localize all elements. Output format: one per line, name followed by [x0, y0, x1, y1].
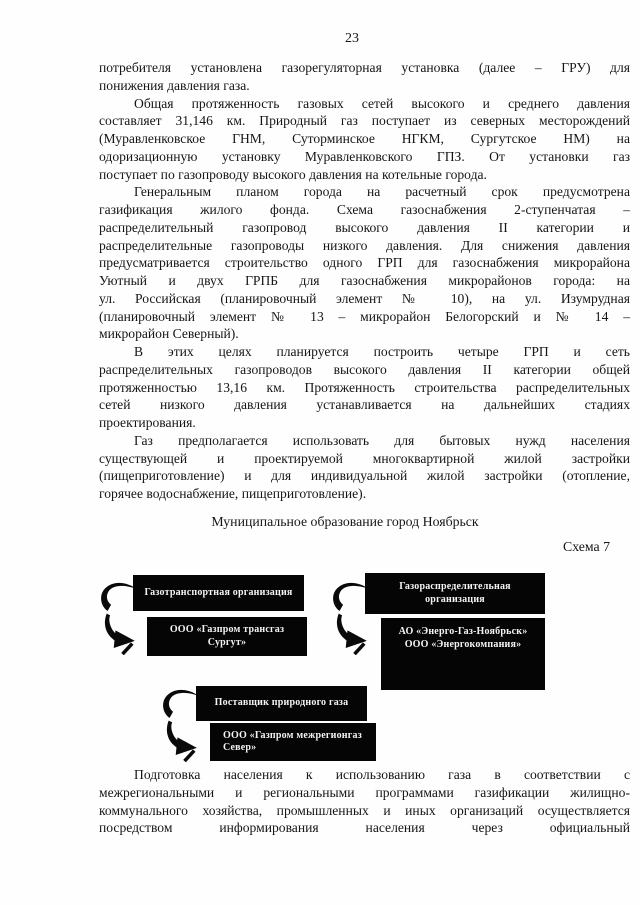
- company-name-line: ООО «Газпром трансгаз: [169, 624, 285, 635]
- company-name-line: ООО «Газпром межрегионгаз: [223, 729, 362, 741]
- body-line: проектирования.: [99, 415, 196, 430]
- body-line: горячее водоснабжение, пищеприготовление).: [99, 486, 367, 501]
- body-line: (планировочный элемент № 13 – микрорайон Белогорский и № 14 –: [99, 308, 630, 324]
- body-line: газификация жилого фонда. Схема газоснабжения 2-ступенчатая –: [99, 202, 630, 217]
- page-number: 23: [345, 31, 359, 46]
- body-line: коммунального хозяйства, промышленных и иных организаций осуществляется: [99, 802, 630, 818]
- org-role-label: Поставщик природного газа: [214, 697, 349, 709]
- body-line: распределительные газопроводы низкого давления. Для снижения давления: [99, 237, 630, 253]
- company-name-line: Север»: [223, 742, 257, 753]
- body-line: распределительный газопровод высокого давления II категории и: [99, 219, 630, 235]
- org-company-box-gas-supplier: [211, 724, 375, 760]
- body-line: Общая протяженность газовых сетей высокого и среднего давления: [134, 95, 630, 111]
- body-line: Подготовка населения к использованию газа в соответствии с: [134, 767, 630, 782]
- body-line: Газ предполагается использовать для бытовых нужд населения: [134, 432, 630, 448]
- company-name-line: АО «Энерго-Газ-Ноябрьск»: [398, 626, 528, 637]
- org-company-box-gas-transport: [148, 618, 306, 655]
- section-heading: Муниципальное образование город Ноябрьск: [211, 514, 479, 529]
- body-line: (Муравленковское ГНМ, Суторминское НГКМ, Сургутское НМ) на: [99, 131, 630, 146]
- body-line: межрегиональными и региональными программами газификации жилищно-: [99, 784, 630, 800]
- body-line: потребителя установлена газорегуляторная установка (далее – ГРУ) для: [99, 60, 630, 75]
- company-name-line: ООО «Энергокомпания»: [404, 638, 522, 650]
- body-line: составляет 31,146 км. Природный газ поступает из северных месторождений: [99, 113, 630, 129]
- body-line: (пищеприготовление) и для индивидуальной жилой застройки (отопление,: [99, 468, 630, 484]
- body-line: сетей низкого давления устанавливается на дальнейших стадиях: [99, 397, 630, 413]
- company-name-line: Сургут»: [207, 636, 247, 648]
- body-line: поступает по газопроводу высокого давления на котельные города.: [99, 166, 487, 182]
- org-role-label: Газотранспортная организация: [144, 586, 293, 598]
- body-line: Генеральным планом города на расчетный срок предусмотрена: [134, 184, 630, 200]
- body-line: ул. Российская (планировочный элемент № 10), на ул. Изумрудная: [99, 290, 630, 306]
- cycle-arrow-icon: [99, 581, 139, 655]
- org-role-label-line: Газораспределительная: [399, 581, 511, 592]
- org-role-box-gas-distribution: [366, 574, 544, 613]
- org-company-box-gas-distribution: [382, 619, 544, 689]
- scheme-label: Схема 7: [563, 539, 610, 554]
- body-line: одоризационную установку Муравленковского ГПЗ. От установки газ: [99, 148, 630, 164]
- body-line: посредством информирования населения через официальный: [99, 820, 630, 836]
- body-line: понижения давления газа.: [99, 77, 250, 93]
- org-role-label-line: организация: [425, 593, 485, 605]
- body-line: протяженностью 13,16 км. Протяженность строительства распределительных: [99, 379, 630, 395]
- body-line: В этих целях планируется построить четыре ГРП и сеть: [134, 344, 630, 359]
- body-text: [99, 59, 630, 503]
- org-role-box-gas-transport: [134, 576, 303, 610]
- cycle-arrow-icon: [331, 581, 371, 655]
- body-line: Уютный и двух ГРПБ для газоснабжения микрорайонов города: на: [99, 273, 630, 288]
- body-line: микрорайон Северный).: [99, 326, 239, 342]
- body-line: предусматривается строительство одного ГРП для газоснабжения микрорайона: [99, 255, 630, 271]
- body-line: распределительных газопроводов высокого давления II категории общей: [99, 361, 630, 377]
- body-line: существующей и проектируемой многоквартирной жилой застройки: [99, 450, 630, 466]
- org-role-box-gas-supplier: [197, 687, 366, 720]
- cycle-arrow-icon: [161, 688, 201, 762]
- body-text-continued: [99, 766, 630, 837]
